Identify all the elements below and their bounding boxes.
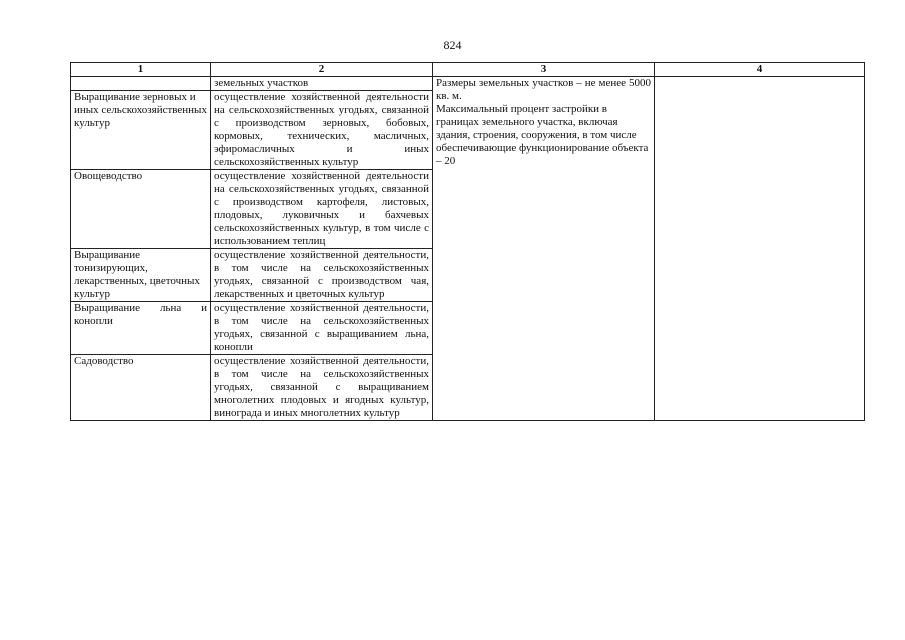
use-name-cell: Овощеводство — [71, 170, 211, 249]
use-description-cell: осуществление хозяйственной деятельности, в том числе на сельскохозяйственных угодьях, связанной с выращиванием многолетних плодовых и ягодных культур, винограда и иных многолетних культур — [211, 355, 433, 421]
use-name-cell: Выращивание зерновых и иных сельскохозяйственных культур — [71, 91, 211, 170]
notes-cell — [655, 77, 865, 421]
use-name-cell: Выращивание льна и конопли — [71, 302, 211, 355]
continuation-text: земельных участков — [211, 77, 433, 91]
page-number: 824 — [443, 38, 462, 52]
table-row-continuation — [71, 77, 865, 91]
use-description-cell: осуществление хозяйственной деятельности на сельскохозяйственных угодьях, связанной с производством картофеля, листовых, плодовых, луковичных и бахчевых сельскохозяйственных культур, в том числе с использованием теплиц — [211, 170, 433, 249]
use-name-cell: Садоводство — [71, 355, 211, 421]
use-description-cell: осуществление хозяйственной деятельности, в том числе на сельскохозяйственных угодьях, связанной с производством чая, лекарственных и цветочных культур — [211, 249, 433, 302]
continuation-name-cell — [71, 77, 211, 91]
build-percent-text: Максимальный процент застройки в границах земельного участка, включая здания, строения, сооружения, в том числе обеспечивающие функционирование объекта – 20 — [436, 103, 649, 167]
header-col-1: 1 — [71, 63, 211, 77]
header-col-4: 4 — [655, 63, 865, 77]
header-row — [71, 63, 865, 77]
use-name-cell: Выращивание тонизирующих, лекарственных, цветочных культур — [71, 249, 211, 302]
use-description-cell: осуществление хозяйственной деятельности, в том числе на сельскохозяйственных угодьях, связанной с выращиванием льна, конопли — [211, 302, 433, 355]
use-description-cell: осуществление хозяйственной деятельности на сельскохозяйственных угодьях, связанной с производством зерновых, бобовых, кормовых, технических, масличных, эфиромасличных и иных сельскохозяйственных культур — [211, 91, 433, 170]
parameters-cell — [433, 77, 655, 421]
plot-size-text: Размеры земельных участков – не менее 5000 кв. м. — [436, 77, 651, 102]
land-use-table — [70, 62, 865, 421]
header-col-3: 3 — [433, 63, 655, 77]
header-col-2: 2 — [211, 63, 433, 77]
